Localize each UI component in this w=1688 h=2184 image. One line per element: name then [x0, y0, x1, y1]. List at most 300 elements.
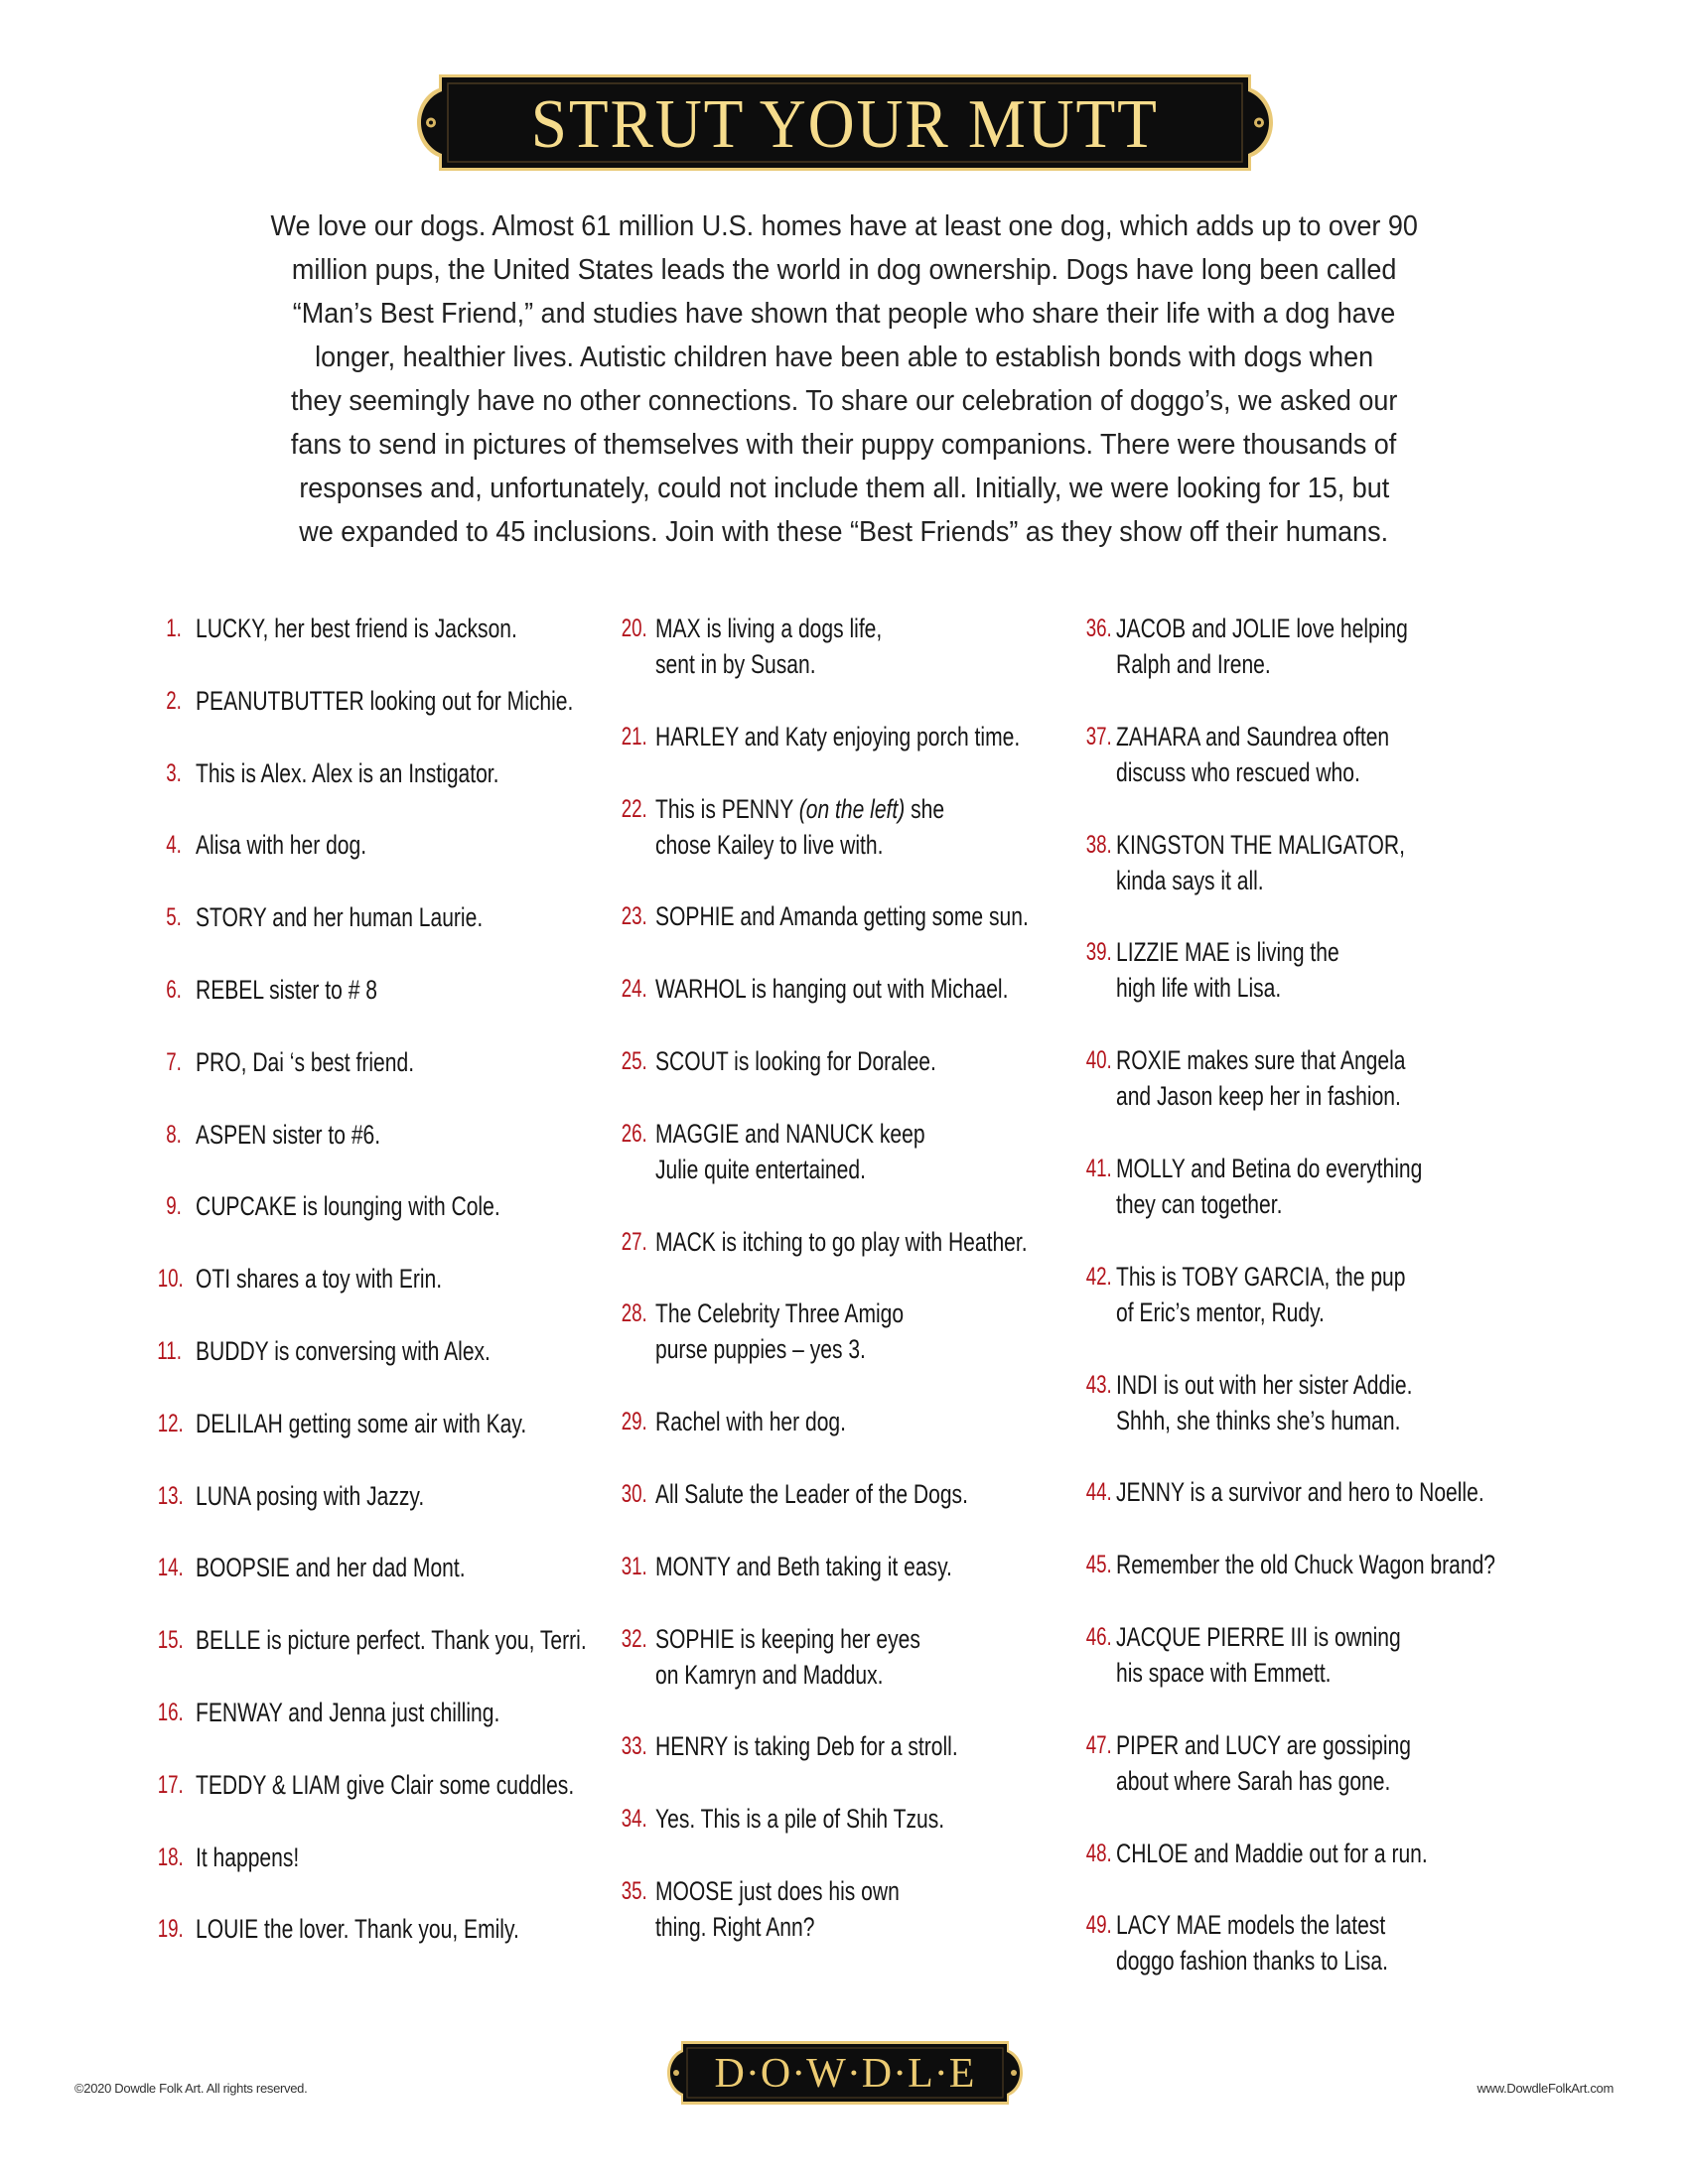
list-item-number-text: 27.	[621, 1227, 647, 1256]
list-item-number	[606, 1621, 647, 1657]
list-item-line	[655, 1873, 1072, 1909]
list-item	[1072, 1836, 1569, 1871]
list-item-number	[149, 827, 182, 863]
website-link[interactable]: www.DowdleFolkArt.com	[1477, 2081, 1614, 2096]
list-item-line-text: MAGGIE and NANUCK keep	[655, 1118, 925, 1149]
list-item-number	[1072, 1727, 1112, 1763]
list-item-number-text: 5.	[166, 903, 182, 932]
list-item-number-text: 30.	[621, 1479, 647, 1508]
intro-line	[149, 423, 1539, 467]
list-item-line-text: SOPHIE and Amanda getting some sun.	[655, 901, 1029, 932]
list-item	[1072, 827, 1569, 898]
list-item-line-text: BUDDY is conversing with Alex.	[196, 1335, 491, 1366]
list-item-number	[1072, 1151, 1112, 1186]
list-item-line-text: JENNY is a survivor and hero to Noelle.	[1116, 1477, 1484, 1508]
list-item-caption	[1116, 1042, 1569, 1114]
list-item	[149, 1911, 616, 1947]
list-item	[606, 1043, 1072, 1079]
list-item-line-text: PRO, Dai ‘s best friend.	[196, 1046, 415, 1077]
list-item-line-text: WARHOL is hanging out with Michael.	[655, 974, 1009, 1005]
list-item-number-text: 32.	[621, 1624, 647, 1653]
list-item-number-text: 39.	[1085, 938, 1112, 967]
intro-line-text: We love our dogs. Almost 61 million U.S. homes have at least one dog, which adds up to over 90	[270, 210, 1418, 242]
list-item-line-text: Alisa with her dog.	[196, 830, 367, 861]
list-item	[1072, 1042, 1569, 1114]
list-item-line-text: OTI shares a toy with Erin.	[196, 1264, 443, 1295]
list-item-caption	[655, 898, 1072, 934]
list-item-number-text: 12.	[157, 1409, 184, 1437]
list-item-line-text: of Eric’s mentor, Rudy.	[1116, 1297, 1325, 1327]
list-item	[606, 1801, 1072, 1837]
list-item-line	[1116, 1907, 1569, 1943]
list-item	[149, 1333, 616, 1369]
list-item-line	[655, 827, 1072, 863]
list-item	[149, 1550, 616, 1585]
list-item-line	[196, 1478, 616, 1514]
list-item-line	[1116, 1836, 1569, 1871]
list-item-number	[149, 755, 182, 791]
list-item-line	[1116, 646, 1569, 682]
list-item-caption	[655, 971, 1072, 1007]
list-item	[149, 1261, 616, 1297]
list-item-line-text: FENWAY and Jenna just chilling.	[196, 1697, 500, 1727]
list-item-caption	[196, 611, 616, 646]
logo-text: D·O·W·D·L·E	[714, 2051, 976, 2097]
intro-line-text: they seemingly have no other connections. To share our celebration of doggo’s, we asked our	[290, 385, 1398, 417]
list-item-line-text: sent in by Susan.	[655, 649, 816, 679]
list-item-line-text: kinda says it all.	[1116, 865, 1264, 895]
list-item-caption	[196, 1550, 616, 1585]
list-item-number	[1072, 1367, 1112, 1403]
list-item-number	[1072, 1547, 1112, 1582]
list-item-line-text: doggo fashion thanks to Lisa.	[1116, 1946, 1388, 1977]
list-item-number-text: 13.	[157, 1481, 184, 1510]
list-item	[1072, 1474, 1569, 1510]
list-item-line	[655, 1043, 1072, 1079]
list-item-italic-note: (on the left)	[798, 793, 906, 824]
list-item-line	[1116, 1619, 1569, 1655]
list-item-number	[149, 1840, 182, 1875]
list-item-line	[1116, 1186, 1569, 1222]
list-item-caption	[196, 683, 616, 719]
list-item-line-text: ROXIE makes sure that Angela	[1116, 1045, 1406, 1076]
list-item-line	[196, 827, 616, 863]
list-item-number	[606, 898, 647, 934]
list-item-line-text: This is PENNY	[655, 793, 799, 824]
list-item-number-text: 19.	[157, 1915, 184, 1944]
list-item-line	[1116, 970, 1569, 1006]
intro-line-text: responses and, unfortunately, could not include them all. Initially, we were looking for 15, but	[299, 473, 1389, 504]
list-item-line-text: MONTY and Beth taking it easy.	[655, 1551, 952, 1581]
list-item-caption	[196, 1695, 616, 1730]
list-item-number-text: 20.	[621, 614, 647, 642]
list-item-line-text: Rachel with her dog.	[655, 1407, 846, 1437]
list-item-line-text: KINGSTON THE MALIGATOR,	[1116, 829, 1406, 860]
list-item-line	[196, 1188, 616, 1224]
list-item-number	[1072, 611, 1112, 646]
page-title	[417, 74, 1273, 171]
list-item	[606, 1296, 1072, 1367]
list-item-line-text: All Salute the Leader of the Dogs.	[655, 1478, 968, 1509]
list-item-line	[196, 1911, 616, 1947]
list-item-line-text: LIZZIE MAE is living the	[1116, 937, 1339, 968]
list-item	[606, 719, 1072, 754]
intro-line	[149, 292, 1539, 336]
list-item	[606, 1116, 1072, 1187]
list-item	[606, 1873, 1072, 1945]
list-item-caption	[1116, 611, 1569, 682]
intro-line-text: fans to send in pictures of themselves with their puppy companions. There were thousands of	[291, 429, 1397, 461]
list-item	[149, 1767, 616, 1803]
list-item-line	[1116, 719, 1569, 754]
list-item-line	[196, 1695, 616, 1730]
list-item-number-text: 40.	[1085, 1046, 1112, 1075]
list-item-line	[655, 1331, 1072, 1367]
list-item	[149, 1188, 616, 1224]
list-item-number-text: 6.	[166, 975, 182, 1004]
list-item-caption	[655, 1801, 1072, 1837]
list-item-line	[196, 683, 616, 719]
list-item-number	[149, 899, 182, 935]
list-item-line-text: Yes. This is a pile of Shih Tzus.	[655, 1804, 945, 1835]
list-item-number-text: 38.	[1085, 830, 1112, 859]
list-item-caption	[655, 1728, 1072, 1764]
list-item-line	[1116, 1367, 1569, 1403]
list-item-line	[655, 1116, 1072, 1152]
list-item-number	[1072, 1042, 1112, 1078]
list-item-number	[606, 1801, 647, 1837]
list-item	[606, 1404, 1072, 1439]
list-item-number	[606, 1873, 647, 1909]
list-item-line-text: SOPHIE is keeping her eyes	[655, 1623, 920, 1654]
list-item-number	[1072, 1474, 1112, 1510]
list-item-caption	[655, 1043, 1072, 1079]
list-item-caption	[196, 1911, 616, 1947]
list-item-number	[606, 611, 647, 646]
list-item	[149, 1406, 616, 1441]
list-item-caption	[655, 611, 1072, 682]
list-item-line	[655, 646, 1072, 682]
list-item-number	[149, 683, 182, 719]
list-item	[1072, 1151, 1569, 1222]
intro-line	[149, 205, 1539, 248]
list-item-caption	[196, 1261, 616, 1297]
list-item-line-text: PEANUTBUTTER looking out for Michie.	[196, 685, 574, 716]
list-item-caption	[196, 1840, 616, 1875]
list-item-number	[1072, 1619, 1112, 1655]
list-item-line-text: STORY and her human Laurie.	[196, 902, 484, 933]
list-column-1	[149, 611, 616, 1983]
list-item-number-text: 46.	[1085, 1622, 1112, 1651]
list-item	[1072, 611, 1569, 682]
list-item-line	[196, 1622, 616, 1658]
list-item-caption	[196, 899, 616, 935]
list-item-caption	[1116, 1367, 1569, 1438]
list-item-line	[1116, 1042, 1569, 1078]
list-item-number-text: 4.	[166, 831, 182, 860]
list-item-number-text: 44.	[1085, 1478, 1112, 1507]
list-item-caption	[1116, 1474, 1569, 1510]
list-item-line-text: MACK is itching to go play with Heather.	[655, 1226, 1028, 1257]
list-item-number	[606, 1116, 647, 1152]
list-item-number	[606, 1404, 647, 1439]
copyright-text: ©2020 Dowdle Folk Art. All rights reserved.	[74, 2081, 308, 2096]
list-item	[149, 1044, 616, 1080]
list-item-caption	[196, 1117, 616, 1153]
list-item-caption	[1116, 827, 1569, 898]
list-item	[606, 1549, 1072, 1584]
list-item	[149, 972, 616, 1008]
list-item-number-text: 24.	[621, 975, 647, 1004]
list-item	[149, 899, 616, 935]
list-item-caption	[655, 1549, 1072, 1584]
list-item-caption	[655, 719, 1072, 754]
list-item-number	[606, 1043, 647, 1079]
list-item-line	[655, 611, 1072, 646]
list-item-number-text: 47.	[1085, 1730, 1112, 1759]
list-item-caption	[1116, 1259, 1569, 1330]
list-item-caption	[196, 972, 616, 1008]
list-item-number-text: 49.	[1085, 1911, 1112, 1940]
list-item-caption	[196, 1622, 616, 1658]
list-item-number	[149, 1188, 182, 1224]
list-item-number-text: 10.	[157, 1265, 184, 1294]
intro-line-text: “Man’s Best Friend,” and studies have shown that people who share their life with a dog have	[292, 298, 1396, 330]
list-item-line-text: HARLEY and Katy enjoying porch time.	[655, 721, 1021, 751]
intro-paragraph	[149, 205, 1539, 554]
list-item-number-text: 43.	[1085, 1370, 1112, 1399]
list-item-line-text: HENRY is taking Deb for a stroll.	[655, 1731, 958, 1762]
list-item	[1072, 1619, 1569, 1691]
intro-line-text: longer, healthier lives. Autistic children have been able to establish bonds with dogs when	[314, 341, 1373, 373]
list-item-line	[655, 1801, 1072, 1837]
list-item-number-text: 41.	[1085, 1154, 1112, 1182]
intro-line-text: we expanded to 45 inclusions. Join with these “Best Friends” as they show off their humans.	[299, 516, 1389, 548]
list-item-number	[606, 1224, 647, 1260]
list-item-line-text: she	[905, 793, 945, 824]
list-item-caption	[196, 1188, 616, 1224]
list-item-line-text: This is Alex. Alex is an Instigator.	[196, 757, 499, 788]
list-item-number-text: 25.	[621, 1046, 647, 1075]
list-item-number-text: 11.	[157, 1336, 182, 1365]
list-item-number	[149, 1478, 182, 1514]
list-item	[606, 611, 1072, 682]
list-item-line-text: DELILAH getting some air with Kay.	[196, 1408, 527, 1438]
list-item-line	[655, 719, 1072, 754]
list-item-number-text: 9.	[166, 1192, 182, 1221]
list-item-line	[655, 1476, 1072, 1512]
list-item-line-text: MAX is living a dogs life,	[655, 614, 883, 643]
list-item-caption	[655, 1296, 1072, 1367]
list-item-line-text: Julie quite entertained.	[655, 1154, 866, 1184]
list-item-number	[149, 1550, 182, 1585]
list-item	[149, 1840, 616, 1875]
list-item	[149, 1478, 616, 1514]
list-item-number	[606, 1476, 647, 1512]
intro-line	[149, 510, 1539, 554]
list-item-line	[1116, 1474, 1569, 1510]
list-item-caption	[196, 755, 616, 791]
list-item-caption	[196, 1333, 616, 1369]
list-item-line	[1116, 1078, 1569, 1114]
list-item-line	[1116, 1403, 1569, 1438]
list-item	[606, 898, 1072, 934]
list-item-line-text: purse puppies – yes 3.	[655, 1334, 866, 1365]
list-item-caption	[1116, 1836, 1569, 1871]
list-item-line-text: REBEL sister to # 8	[196, 974, 377, 1005]
intro-line	[149, 467, 1539, 510]
list-item-number-text: 16.	[157, 1698, 184, 1726]
intro-line-text: million pups, the United States leads the world in dog ownership. Dogs have long been called	[291, 254, 1397, 286]
list-item	[1072, 719, 1569, 790]
list-item-line	[1116, 934, 1569, 970]
list-item-line-text: MOLLY and Betina do everything	[1116, 1153, 1423, 1183]
list-item-number	[149, 1695, 182, 1730]
list-item-line-text: BELLE is picture perfect. Thank you, Terri.	[196, 1625, 587, 1656]
list-item-line-text: TEDDY & LIAM give Clair some cuddles.	[196, 1769, 575, 1800]
dowdle-logo	[667, 2041, 1023, 2105]
list-item-number	[1072, 1907, 1112, 1943]
list-item-caption	[196, 1044, 616, 1080]
list-item-line	[1116, 1259, 1569, 1295]
list-item-caption	[1116, 1547, 1569, 1582]
list-item-line	[655, 1152, 1072, 1187]
list-item-number-text: 18.	[157, 1843, 184, 1871]
list-item-line-text: his space with Emmett.	[1116, 1657, 1332, 1688]
list-item-line	[655, 1909, 1072, 1945]
list-item	[149, 1622, 616, 1658]
list-item-line	[655, 1296, 1072, 1331]
list-item-line-text: The Celebrity Three Amigo	[655, 1298, 905, 1329]
intro-line	[149, 248, 1539, 292]
list-item-line	[1116, 1295, 1569, 1330]
list-item-line-text: LOUIE the lover. Thank you, Emily.	[196, 1914, 519, 1945]
list-item-line	[1116, 827, 1569, 863]
list-item-caption	[655, 1224, 1072, 1260]
list-item-caption	[655, 1404, 1072, 1439]
list-item-number-text: 7.	[166, 1047, 182, 1076]
list-item-line	[655, 791, 1072, 827]
list-item-line-text: discuss who rescued who.	[1116, 756, 1360, 787]
list-item-line-text: JACOB and JOLIE love helping	[1116, 614, 1408, 643]
list-item-line	[655, 1728, 1072, 1764]
list-item-line-text: on Kamryn and Maddux.	[655, 1659, 884, 1690]
list-item-caption	[196, 1478, 616, 1514]
list-item-line	[1116, 754, 1569, 790]
list-item-number-text: 34.	[621, 1805, 647, 1834]
list-item-line	[1116, 1943, 1569, 1979]
list-item-line-text: LUNA posing with Jazzy.	[196, 1480, 425, 1511]
list-item-caption	[196, 1767, 616, 1803]
list-item-line-text: Shhh, she thinks she’s human.	[1116, 1405, 1401, 1435]
list-item-number	[606, 1296, 647, 1331]
list-item-caption	[1116, 1727, 1569, 1799]
list-item-line-text: they can together.	[1116, 1188, 1283, 1219]
list-item-line-text: Ralph and Irene.	[1116, 649, 1271, 679]
list-column-3	[1072, 611, 1569, 2015]
list-item-line-text: This is TOBY GARCIA, the pup	[1116, 1261, 1406, 1292]
list-item-line-text: LUCKY, her best friend is Jackson.	[196, 614, 517, 643]
list-item-number	[149, 1767, 182, 1803]
list-item	[606, 791, 1072, 863]
list-item-number	[606, 719, 647, 754]
list-item-number	[149, 1333, 182, 1369]
list-item-number	[149, 1261, 182, 1297]
list-item	[606, 971, 1072, 1007]
list-item-line	[1116, 1763, 1569, 1799]
list-item-number-text: 14.	[157, 1554, 184, 1582]
list-item-line-text: INDI is out with her sister Addie.	[1116, 1369, 1413, 1400]
list-item-number-text: 28.	[621, 1299, 647, 1328]
list-item	[1072, 1259, 1569, 1330]
list-item-number	[149, 1117, 182, 1153]
list-item-line	[655, 1549, 1072, 1584]
list-item-number-text: 42.	[1085, 1262, 1112, 1291]
list-item-number-text: 26.	[621, 1119, 647, 1148]
list-item-caption	[1116, 1907, 1569, 1979]
list-item	[1072, 934, 1569, 1006]
title-banner	[417, 74, 1273, 171]
list-item-line	[1116, 1547, 1569, 1582]
list-item-line	[1116, 1655, 1569, 1691]
list-item	[149, 827, 616, 863]
list-item-line-text: high life with Lisa.	[1116, 973, 1282, 1004]
list-item-line-text: MOOSE just does his own	[655, 1875, 900, 1906]
list-item-line-text: Remember the old Chuck Wagon brand?	[1116, 1550, 1496, 1580]
list-item-number-text: 3.	[166, 758, 182, 787]
list-item-number-text: 33.	[621, 1732, 647, 1761]
list-item-number-text: 1.	[166, 614, 182, 642]
list-item-line-text: JACQUE PIERRE III is owning	[1116, 1621, 1401, 1652]
list-item-number	[149, 1622, 182, 1658]
list-item-number	[1072, 1259, 1112, 1295]
list-item-number-text: 17.	[157, 1770, 184, 1799]
list-item-line	[1116, 1727, 1569, 1763]
list-item-caption	[655, 1116, 1072, 1187]
list-item-number-text: 8.	[166, 1120, 182, 1149]
list-item-line	[196, 1333, 616, 1369]
list-item-line-text: PIPER and LUCY are gossiping	[1116, 1729, 1411, 1760]
list-item	[1072, 1907, 1569, 1979]
list-item	[606, 1224, 1072, 1260]
list-item	[606, 1728, 1072, 1764]
list-item-number	[149, 1406, 182, 1441]
list-item-line	[196, 1840, 616, 1875]
intro-line	[149, 379, 1539, 423]
list-item-number-text: 37.	[1085, 722, 1112, 751]
list-item-line	[1116, 611, 1569, 646]
list-item-line	[196, 755, 616, 791]
list-item-number-text: 2.	[166, 686, 182, 715]
list-item-line-text: chose Kailey to live with.	[655, 829, 884, 860]
list-item-caption	[655, 1873, 1072, 1945]
list-item-caption	[1116, 719, 1569, 790]
list-item-line	[655, 1657, 1072, 1693]
list-item-caption	[655, 1621, 1072, 1693]
list-item-number-text: 29.	[621, 1408, 647, 1436]
list-item-line-text: ASPEN sister to #6.	[196, 1119, 381, 1150]
list-item-line	[196, 1550, 616, 1585]
list-item	[149, 611, 616, 646]
list-item-number	[1072, 934, 1112, 970]
list-item-line	[196, 1117, 616, 1153]
list-item-number-text: 36.	[1085, 614, 1112, 642]
list-item-line	[196, 611, 616, 646]
list-item-line	[196, 1261, 616, 1297]
list-item-number	[149, 611, 182, 646]
intro-line	[149, 336, 1539, 379]
list-item-caption	[1116, 1619, 1569, 1691]
